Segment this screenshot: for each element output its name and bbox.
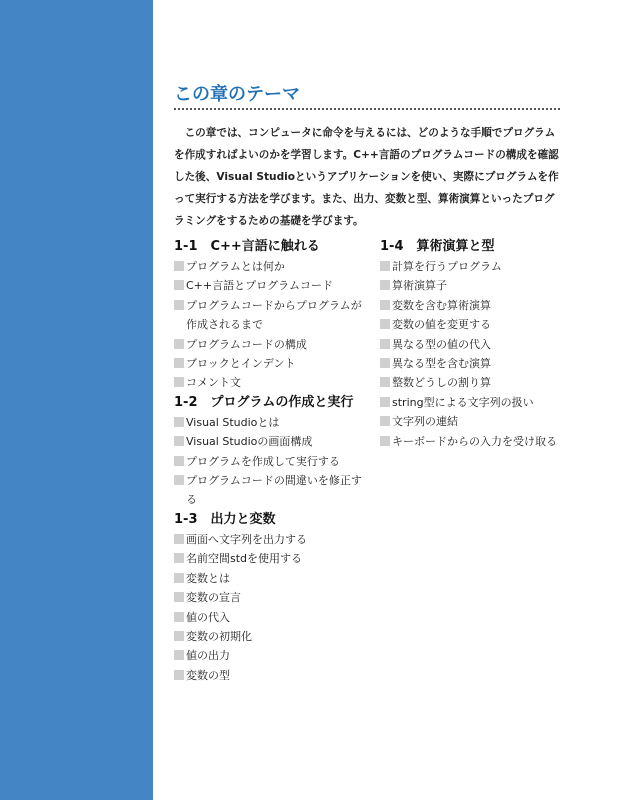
topic-label: 整数どうしの割り算 — [392, 376, 491, 390]
topic-list-item — [380, 412, 580, 431]
chapter-theme-heading: この章のテーマ — [174, 84, 560, 110]
topic-list-item — [174, 373, 370, 392]
topic-label: プログラムコードの間違いを修正する — [186, 474, 362, 507]
topic-label: 算術演算子 — [392, 279, 447, 293]
topic-label: Visual Studioの画面構成 — [186, 435, 313, 449]
gray-square-bullet-icon — [174, 261, 184, 271]
gray-square-bullet-icon — [174, 377, 184, 387]
topic-label: C++言語とプログラムコード — [186, 279, 334, 293]
topic-label: 異なる型の値の代入 — [392, 337, 491, 351]
topic-label: 変数の初期化 — [186, 629, 252, 643]
gray-square-bullet-icon — [380, 377, 390, 387]
topic-list-item — [380, 335, 580, 354]
topic-label: 画面へ文字列を出力する — [186, 532, 307, 546]
topic-label: プログラムを作成して実行する — [186, 454, 340, 468]
topic-list-item — [174, 530, 370, 549]
topic-label: 異なる型を含む演算 — [392, 357, 491, 371]
gray-square-bullet-icon — [380, 397, 390, 407]
section-title: 1-4 算術演算と型 — [380, 239, 495, 254]
section-title: 1-1 C++言語に触れる — [174, 239, 320, 254]
gray-square-bullet-icon — [380, 319, 390, 329]
gray-square-bullet-icon — [174, 300, 184, 310]
gray-square-bullet-icon — [174, 475, 184, 485]
topic-list-item — [174, 549, 370, 568]
topic-list-item — [380, 315, 580, 334]
gray-square-bullet-icon — [174, 553, 184, 563]
topic-label: 名前空間stdを使用する — [186, 552, 303, 566]
gray-square-bullet-icon — [380, 261, 390, 271]
topic-label: 計算を行うプログラム — [392, 260, 502, 273]
topic-list-item — [380, 354, 580, 373]
topic-label: キーボードからの入力を受け取る — [392, 434, 557, 448]
topic-label: プログラムコードの構成 — [186, 337, 307, 351]
topic-label: 値の出力 — [186, 649, 230, 663]
topic-list-item — [380, 296, 580, 315]
topics-column-left — [174, 237, 370, 685]
topic-list-item — [174, 608, 370, 627]
gray-square-bullet-icon — [380, 339, 390, 349]
section-title: 1-3 出力と変数 — [174, 511, 276, 527]
topic-list-item — [174, 666, 370, 685]
gray-square-bullet-icon — [380, 358, 390, 368]
topic-list-item — [380, 393, 580, 412]
gray-square-bullet-icon — [174, 650, 184, 660]
topic-list-item — [174, 276, 370, 295]
topic-list-item — [380, 432, 580, 451]
gray-square-bullet-icon — [174, 670, 184, 680]
topic-list-item — [174, 257, 370, 276]
topic-list-item — [174, 296, 370, 335]
gray-square-bullet-icon — [380, 416, 390, 426]
gray-square-bullet-icon — [174, 417, 184, 427]
section-title: 1-2 プログラムの作成と実行 — [174, 394, 354, 410]
topic-list-item — [174, 413, 370, 432]
topic-label: ブロックとインデント — [186, 357, 296, 371]
gray-square-bullet-icon — [174, 573, 184, 583]
topic-list-item — [380, 257, 580, 276]
gray-square-bullet-icon — [174, 280, 184, 290]
topic-list-item — [380, 276, 580, 295]
gray-square-bullet-icon — [380, 280, 390, 290]
chapter-intro-paragraph: この章では、コンピュータに命令を与えるには、どのような手順でプログラムを作成すればよいのかを学習します。C++言語のプログラムコードの構成を確認した後、Visual Studioというアプリケーションを使い、実際にプログラムを作って実行する方法を学びます。また、出力、変数と型、算術演算といったプログラミングをするための基礎を学びます。 — [174, 127, 559, 227]
topic-label: 文字列の連結 — [392, 415, 458, 429]
topic-label: 変数とは — [186, 571, 230, 585]
gray-square-bullet-icon — [174, 534, 184, 544]
topic-list-item — [174, 646, 370, 665]
gray-square-bullet-icon — [174, 631, 184, 641]
topic-label: 変数の値を変更する — [392, 318, 491, 332]
topic-label: 値の代入 — [186, 610, 230, 624]
topic-list-item — [174, 627, 370, 646]
gray-square-bullet-icon — [380, 436, 390, 446]
gray-square-bullet-icon — [174, 612, 184, 622]
blue-sidebar — [0, 0, 153, 800]
gray-square-bullet-icon — [174, 358, 184, 368]
topic-label: 変数の宣言 — [186, 591, 241, 605]
topic-list-item — [174, 335, 370, 354]
gray-square-bullet-icon — [174, 436, 184, 446]
gray-square-bullet-icon — [174, 339, 184, 349]
topic-list-item — [174, 569, 370, 588]
gray-square-bullet-icon — [174, 592, 184, 602]
topics-column-right — [380, 237, 580, 451]
topic-label: プログラムとは何か — [186, 260, 285, 273]
topic-list-item — [174, 471, 370, 510]
topic-label: 変数を含む算術演算 — [392, 298, 491, 312]
topic-list-item — [174, 588, 370, 607]
topic-label: プログラムコードからプログラムが作成されるまで — [186, 298, 362, 332]
topic-list-item — [174, 452, 370, 471]
topic-list-item — [380, 373, 580, 392]
gray-square-bullet-icon — [174, 456, 184, 466]
topic-list-item — [174, 354, 370, 373]
topic-label: コメント文 — [186, 376, 241, 390]
topic-label: 変数の型 — [186, 668, 230, 682]
topic-label: Visual Studioとは — [186, 415, 280, 429]
topic-label: string型による文字列の扱い — [392, 395, 534, 409]
gray-square-bullet-icon — [380, 300, 390, 310]
topic-list-item — [174, 432, 370, 451]
